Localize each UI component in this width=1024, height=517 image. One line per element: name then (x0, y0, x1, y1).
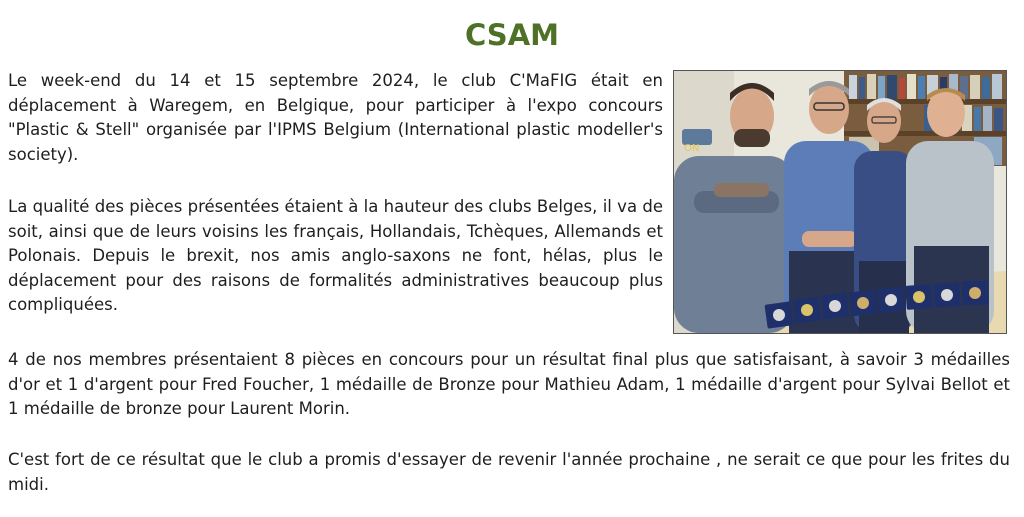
paragraph-quality: La qualité des pièces présentées étaient à la hauteur des clubs Belges, il va de soit, ainsi que de leurs voisins les français, Hollandais, Tchèques, Allemands et Polonais. Depuis le brexit, nos amis anglo-saxons ne font, hélas, plus le déplacement pour des raisons de formalités administratives beaucoup plus compliquées. (8, 197, 663, 314)
paragraph-conclusion: C'est fort de ce résultat que le club a promis d'essayer de revenir l'année prochaine , ne serait ce que pour les frites du midi. (8, 450, 1010, 494)
paragraph-intro: Le week-end du 14 et 15 septembre 2024, le club C'MaFIG était en déplacement à Waregem, en Belgique, pour participer à l'expo concours "Plastic & Stell" organisée par l'IPMS Belgium (International plastic modeller's society). (8, 71, 663, 164)
page-title: CSAM (464, 18, 559, 52)
club-members-photo (673, 70, 1007, 334)
svg-text:ON: ON (684, 143, 700, 154)
paragraph-results: 4 de nos membres présentaient 8 pièces en concours pour un résultat final plus que satisfaisant, à savoir 3 médailles d'or et 1 d'argent pour Fred Foucher, 1 médaille de Bronze pour Mathieu Adam, 1 médaille d'argent pour Sylvai Bellot et 1 médaille de bronze pour Laurent Morin. (8, 350, 1010, 418)
